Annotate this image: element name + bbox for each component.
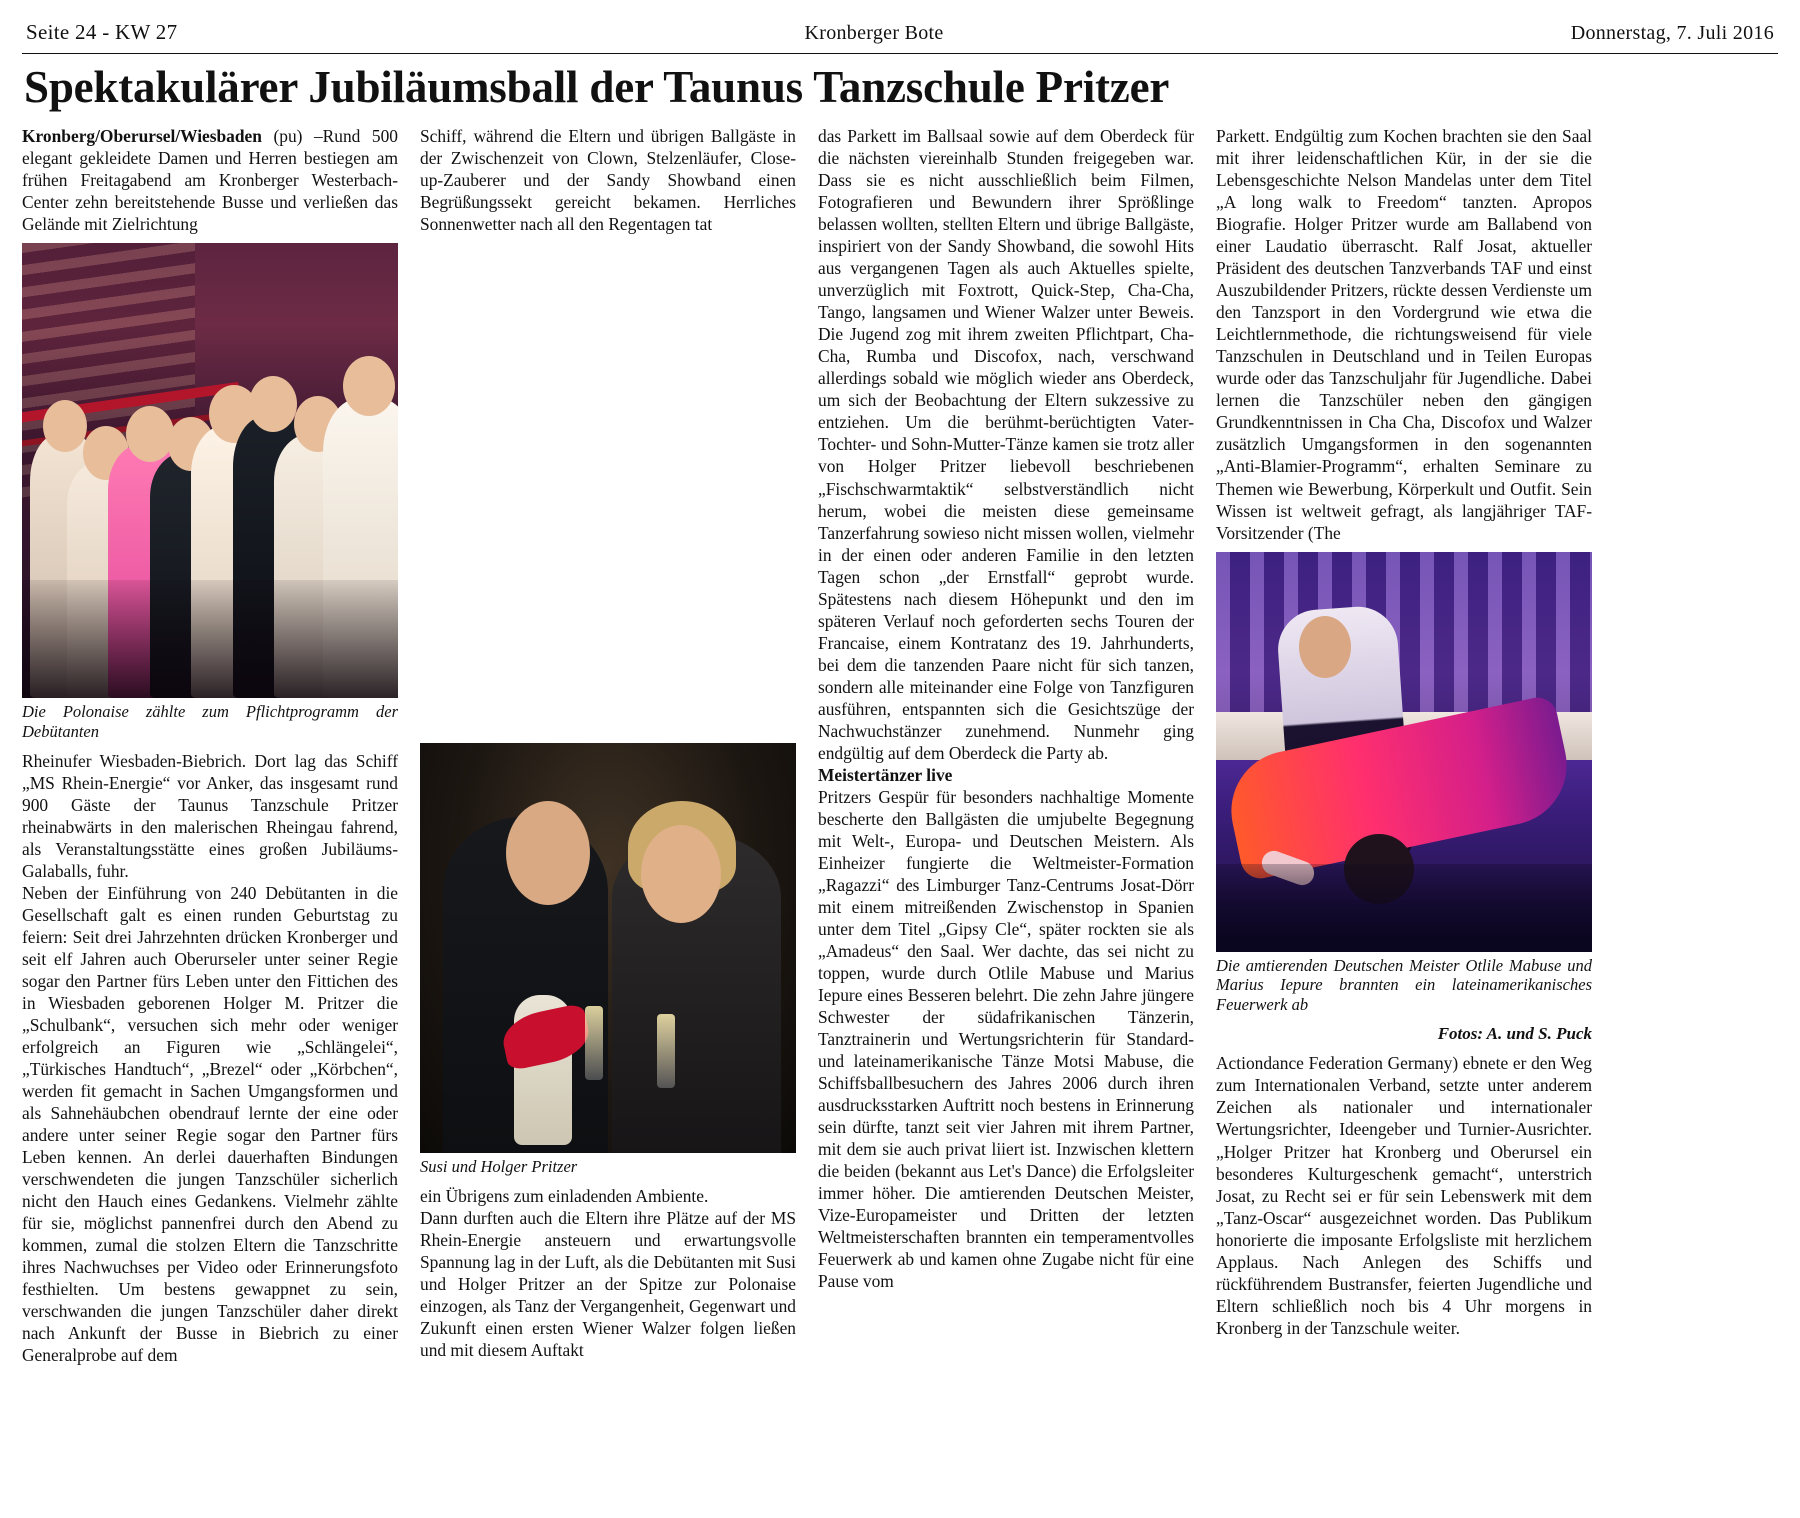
photo-pritzer-couple <box>420 743 796 1153</box>
masthead-date: Donnerstag, 7. Juli 2016 <box>1570 22 1774 44</box>
page-title: Spektakulärer Jubiläumsball der Taunus Tanzschule Pritzer <box>24 62 1170 112</box>
lead-paragraph <box>22 125 398 235</box>
photo-caption-dancers: Die amtierenden Deutschen Meister Otlile Mabuse und Marius Iepure brannten ein lateinamerikanisches Feuerwerk ab <box>1216 955 1592 1015</box>
photo-dancers-floor <box>1216 864 1592 952</box>
article-columns <box>22 125 1778 1366</box>
photo-couple-woman-head <box>641 825 721 923</box>
photo-couple-glass <box>585 1006 603 1080</box>
photo-dancers-audience <box>1216 552 1592 720</box>
column-3-paragraph-2: Pritzers Gespür für besonders nachhaltige Momente bescherte den Ballgästen die umjubelte Begegnung mit Welt-, Europa- und Deutschen Meistern. Als Einheizer fungierte die Weltmeister-Formation „Ragazzi“ des Limburger Tanz-Centrums Josat-Dörr mit einem mitreißenden Zwischenstop in Spanien unter dem Titel „Gipsy Cle“, später rockten sie als „Amadeus“ den Saal. Wer dachte, das sei nicht zu toppen, wurde durch Otlile Mabuse und Marius Iepure eines Besseren belehrt. Die zehn Jahre jüngere Schwester der südafrikanischen Tänzerin, Tanztrainerin und Wertungsrichterin für Standard- und lateinamerikanische Tänze Motsi Mabuse, die Schiffsballbesuchern des Jahres 2006 durch ihren ausdrucksstarken Auftritt noch bestens in Erinnerung sein dürfte, tanzt seit vier Jahren mit ihrem Partner, mit dem sie auch privat liiert ist. Inzwischen klettern die beiden (bekannt aus Let's Dance) die Erfolgsleiter immer höher. Die amtierenden Deutschen Meister, Vize-Europameister und Dritten der letzten Weltmeisterschaften brannten ein temperamentvolles Feuerwerk ab und kamen ohne Zugabe nicht für eine Pause vom <box>818 786 1194 1292</box>
masthead-page-issue: Seite 24 - KW 27 <box>26 20 178 44</box>
photo-figure-head <box>343 356 395 416</box>
column-2-paragraph-1: Schiff, während die Eltern und übrigen Ballgäste in der Zwischenzeit von Clown, Stelzenläufer, Close-up-Zauberer und der Sandy Showband einen Begrüßungssekt gereicht bekamen. Herrliches Sonnenwetter nach all den Regentagen tat <box>420 126 796 235</box>
column-3 <box>818 125 1194 1292</box>
masthead-title: Kronberger Bote <box>804 22 944 44</box>
photo-figure-head <box>249 376 297 432</box>
masthead-divider <box>22 53 1778 54</box>
photo-caption-polonaise: Die Polonaise zählte zum Pflichtprogramm der Debütanten <box>22 702 398 742</box>
photo-figure-head <box>126 406 174 462</box>
dateline: Kronberg/Oberursel/Wiesbaden <box>22 126 262 147</box>
column-2-paragraph-2: ein Übrigens zum einladenden Ambiente. <box>420 1186 709 1207</box>
photo-polonaise <box>22 243 398 698</box>
column-4 <box>1216 125 1592 1338</box>
photo-caption-couple: Susi und Holger Pritzer <box>420 1157 578 1177</box>
column-3-paragraph-1: das Parkett im Ballsaal sowie auf dem Oberdeck für die nächsten viereinhalb Stunden freigegeben war. Dass sie es nicht ausschließlich beim Filmen, Fotografieren und Bewundern ihrer Sprößlinge belassen wollten, stellten Eltern und übrige Ballgäste, inspiriert von der Sandy Showband, die sowohl Hits aus vergangenen Tagen als auch Aktuelles spielte, unverzüglich mit Foxtrott, Quick-Step, Cha-Cha, Tango, langsamen und Wiener Walzer unter Beweis. Die Jugend zog mit ihrem zweiten Pflichtpart, Cha-Cha, Rumba und Discofox, nach, verschwand allerdings sobald wie möglich wieder ans Oberdeck, um sich der Beobachtung der Eltern sukzessive zu entziehen. Um die berühmt-berüchtigten Vater-Tochter- und Sohn-Mutter-Tänze kamen sie trotz aller von Holger Pritzer liebevoll beschriebenen „Fischschwarmtaktik“ selbstverständlich nicht herum, wobei die meisten diese gemeinsame Tanzerfahrung sowieso nicht missen wollen, vielmehr in der einen oder anderen Familie in den letzten Tagen schon „der Ernstfall“ geprobt wurde. Spätestens nach diesem Höhepunkt und den im späteren Verlauf noch geforderten sechs Touren der Francaise, einem Kontratanz des 19. Jahrhunderts, bei dem die tanzenden Paare nicht für sich tanzen, sondern alle miteinander eine Folge von Tanzfiguren ausführen, entspannten sich die Gesichtszüge der Nachwuchstänzer zunehmend. Nunmehr ging endgültig auf dem Oberdeck die Party ab. <box>818 126 1194 763</box>
photo-couple-glass <box>657 1014 675 1088</box>
masthead <box>22 16 1778 51</box>
column-2-spacer <box>420 235 796 735</box>
column-4-paragraph-2: Actiondance Federation Germany) ebnete er den Weg zum Internationalen Verband, setzte unter anderem Zeichen als nationaler und internationaler Wertungsrichter, Ideengeber und Turnier-Ausrichter. „Holger Pritzer hat Kronberg und Oberursel ein besonderes Kulturgeschenk gemacht“, unterstrich Josat, zu Recht sei er für sein Lebenswerk mit dem „Tanz-Oscar“ ausgezeichnet worden. Das Publikum honorierte die imposante Erfolgsliste mit herzlichem Applaus. Nach Anlegen des Schiffs und rückführendem Bustransfer, feierten Jugendliche und Eltern schließlich noch bis 4 Uhr morgens in Kronberg in der Tanzschule weiter. <box>1216 1053 1592 1338</box>
lead-paragraph-text: (pu) –Rund 500 elegant gekleidete Damen und Herren bestiegen am frühen Freitagabend am Kronberger Westerbach-Center zehn bereitstehende Busse und verließen das Gelände mit Zielrichtung <box>22 126 398 235</box>
photo-dancers-man-head <box>1299 616 1351 678</box>
photo-latin-dancers <box>1216 552 1592 952</box>
section-subheading: Meistertänzer live <box>818 764 953 785</box>
photo-figure-head <box>43 400 87 452</box>
column-1 <box>22 125 398 1366</box>
photo-credit: Fotos: A. und S. Puck <box>1437 1023 1592 1043</box>
photo-couple-man-head <box>506 801 590 905</box>
column-1-paragraph-3: Neben der Einführung von 240 Debütanten in die Gesellschaft galt es einen runden Geburtstag zu feiern: Seit drei Jahrzehnten drücken Kronberger und seit elf Jahren auch Oberurseler unter seiner Regie sogar den Partner fürs Leben unter den Fittichen des in Wiesbaden geborenen Holger M. Pritzer die „Schulbank“, versuchen sich mehr oder weniger erfolgreich an Figuren wie „Schlängelei“, „Türkisches Handtuch“, „Brezel“ oder „Körbchen“, werden fit gemacht in Sachen Umgangsformen und als Sahnehäubchen obendrauf lernte der eine oder andere unter seiner Regie sogar den Partner fürs Leben kennen. An derlei dauerhaften Bindungen verschwendeten die jungen Tanzschüler sicherlich nicht den Hauch eines Gedankens. Vielmehr zählte für sie, möglichst pannenfrei durch den Abend zu kommen, zumal die stolzen Eltern die Tanzschritte ihres Nachwuchses per Video oder Erinnerungsfoto festhielten. Um bestens gewappnet zu sein, verschwanden die jungen Tanzschüler daher direkt nach Ankunft der Busse in Biebrich zu einer Generalprobe auf dem <box>22 883 398 1366</box>
column-2 <box>420 125 796 1361</box>
column-4-paragraph-1: Parkett. Endgültig zum Kochen brachten sie den Saal mit ihrer leidenschaftlichen Kür, in der sie die Lebensgeschichte Nelson Mandelas unter dem Titel „A long walk to Freedom“ tanzten. Apropos Biografie. Holger Pritzer wurde am Ballabend von einer Laudatio überrascht. Ralf Josat, aktueller Präsident des deutschen Tanzverbands TAF und einst Auszubildender Pritzers, rückte dessen Verdienste um den Tanzsport in den Vordergrund wie etwa die Leichtlernmethode, die richtungsweisend für viele Tanzschulen in Deutschland und in Teilen Europas wurde oder das Tanzschuljahr für Jugendliche. Dabei lernen die Tanzschüler neben den gängigen Grundkenntnissen in Cha Cha, Discofox und Walzer zusätzlich Umgangsformen in den sogenannten „Anti-Blamier-Programm“, erhalten Seminare zu Themen wie Bewerbung, Körperkult und Outfit. Sein Wissen ist weltweit gefragt, als langjähriger TAF-Vorsitzender (The <box>1216 126 1592 543</box>
column-1-paragraph-2: Rheinufer Wiesbaden-Biebrich. Dort lag das Schiff „MS Rhein-Energie“ vor Anker, das insgesamt rund 900 Gäste der Taunus Tanzschule Pritzer rheinabwärts in den malerischen Rheingau fahrend, als Veranstaltungsstätte eines großen Jubiläums-Galaballs, fuhr. <box>22 750 398 881</box>
column-2-paragraph-3: Dann durften auch die Eltern ihre Plätze auf der MS Rhein-Energie ansteuern und erwartungsvolle Spannung lag in der Luft, als die Debütanten mit Susi und Holger Pritzer an der Spitze zur Polonaise einzogen, als Tanz der Vergangenheit, Gegenwart und Zukunft einen ersten Wiener Walzer folgen ließen und mit diesem Auftakt <box>420 1208 796 1361</box>
photo-polonaise-foreground <box>22 580 398 698</box>
